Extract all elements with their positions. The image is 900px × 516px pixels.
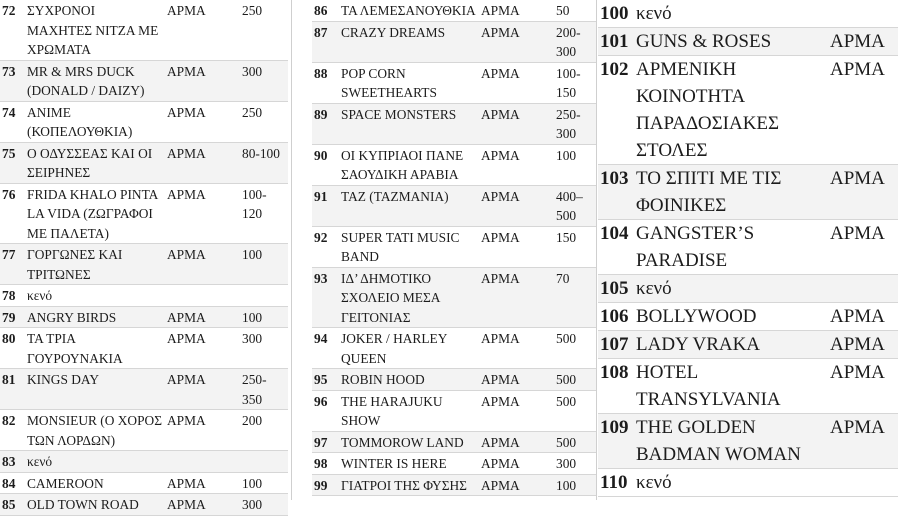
entry-name: ΟΙ ΚΥΠΡΙΑΟΙ ΠΑΝΕ ΣΑΟΥΔΙΚΗ ΑΡΑΒΙΑ: [341, 147, 464, 182]
entry-name: ΑΡΜΕΝΙΚΗ ΚΟΙΝΟΤΗΤΑ ΠΑΡΑΔΟΣΙΑΚΕΣ ΣΤΟΛΕΣ: [636, 59, 780, 161]
entry-number: 108: [600, 362, 629, 383]
entry-number: 76: [2, 186, 16, 202]
entry-number: 110: [600, 472, 628, 493]
entry-type: ΑΡΜΑ: [481, 434, 520, 450]
entry-number: 88: [314, 65, 328, 81]
entry-number: 93: [314, 270, 328, 286]
column-3: [598, 0, 900, 500]
entry-name: GANGSTER’S PARADISE: [636, 223, 755, 271]
entry-name: TAZ (TAZMANIA): [341, 188, 449, 204]
entry-name: JOKER / HARLEY QUEEN: [341, 331, 447, 366]
table-row: [312, 453, 596, 475]
entry-participants: 100-150: [556, 65, 581, 100]
table-row: [0, 142, 288, 183]
entry-number: 109: [600, 417, 629, 438]
entry-participants: 300: [242, 331, 263, 346]
entry-type: ΑΡΜΑ: [167, 331, 206, 346]
entry-name: LADY VRAKA: [636, 334, 761, 355]
entry-number: 101: [600, 31, 629, 52]
entry-type: ΑΡΜΑ: [167, 104, 206, 120]
entry-name: TOMMOROW LAND: [341, 434, 464, 450]
table-row: [598, 303, 898, 331]
entry-number: 80: [2, 331, 16, 346]
entry-name: GUNS & ROSES: [636, 31, 772, 52]
entry-participants: 100: [556, 477, 577, 493]
entry-participants: 50: [556, 3, 570, 18]
entry-participants: 500: [556, 372, 577, 387]
entry-name: ΤΑ ΤΡΙΑ ΓΟΥΡΟΥΝΑΚΙΑ: [27, 331, 123, 366]
entry-number: 86: [314, 3, 328, 18]
table-row: [598, 359, 898, 414]
entry-type: [828, 0, 898, 28]
entry-type: ΑΡΜΑ: [481, 106, 520, 122]
entry-type: ΑΡΜΑ: [167, 475, 206, 491]
entry-participants: 100: [242, 475, 263, 491]
table-row: [312, 431, 596, 453]
table-row: [598, 414, 898, 469]
entry-name: CRAZY DREAMS: [341, 24, 446, 40]
entry-name: WINTER IS HERE: [341, 456, 447, 471]
entry-type: [828, 469, 898, 497]
entry-type: ΑΡΜΑ: [167, 247, 206, 262]
entry-name: Ο ΟΔΥΣΣΕΑΣ ΚΑΙ ΟΙ ΣΕΙΡΗΝΕΣ: [27, 145, 153, 180]
entry-name: FRIDA KHALO PINTA LA VIDA (ΖΩΓΡΑΦΟΙ ΜΕ ΠΑΛΕΤΑ): [27, 186, 158, 241]
entry-name: THE HARAJUKU SHOW: [341, 393, 443, 428]
parade-table-2: [312, 0, 596, 496]
entry-participants: 500: [556, 331, 577, 346]
entry-name: ΤΟ ΣΠΙΤΙ ΜΕ ΤΙΣ ΦΟΙΝΙΚΕΣ: [636, 168, 782, 216]
entry-number: 81: [2, 372, 16, 387]
parade-table-1: [0, 0, 288, 516]
table-row: [598, 331, 898, 359]
table-row: [0, 369, 288, 410]
table-row: [312, 0, 596, 21]
entry-type: ΑΡΜΑ: [481, 188, 520, 204]
entry-participants: 400–500: [556, 188, 583, 223]
entry-number: 83: [2, 454, 16, 469]
entry-number: 74: [2, 104, 16, 120]
entry-type: ΑΡΜΑ: [167, 413, 206, 428]
entry-name: POP CORN SWEETHEARTS: [341, 65, 437, 100]
entry-participants: 100-120: [242, 186, 267, 221]
column-divider: [596, 0, 597, 500]
entry-number: 98: [314, 456, 328, 471]
entry-type: ΑΡΜΑ: [481, 372, 520, 387]
entry-type: ΑΡΜΑ: [830, 223, 885, 244]
table-row: [0, 285, 288, 307]
table-row: [312, 144, 596, 185]
entry-number: 99: [314, 477, 328, 493]
table-row: [312, 21, 596, 62]
entry-type: ΑΡΜΑ: [481, 147, 520, 163]
entry-number: 96: [314, 393, 328, 409]
entry-type: ΑΡΜΑ: [167, 63, 206, 79]
entry-type: ΑΡΜΑ: [481, 229, 520, 245]
entry-name: κενό: [636, 472, 672, 493]
entry-participants: 100: [556, 147, 577, 163]
entry-participants: 100: [242, 309, 263, 325]
entry-type: ΑΡΜΑ: [167, 145, 206, 161]
entry-type: ΑΡΜΑ: [481, 456, 520, 471]
table-row: [598, 469, 898, 497]
entry-type: ΑΡΜΑ: [481, 393, 520, 409]
table-row: [312, 226, 596, 267]
entry-name: κενό: [636, 3, 672, 24]
entry-participants: [240, 285, 288, 307]
table-row: [312, 103, 596, 144]
entry-type: ΑΡΜΑ: [830, 168, 885, 189]
entry-participants: 300: [242, 497, 263, 512]
entry-number: 79: [2, 309, 16, 325]
entry-number: 73: [2, 63, 16, 79]
table-row: [598, 0, 898, 28]
entry-number: 102: [600, 59, 629, 80]
entry-type: ΑΡΜΑ: [830, 417, 885, 438]
entry-number: 72: [2, 3, 16, 18]
entry-type: ΑΡΜΑ: [167, 186, 206, 202]
entry-number: 100: [600, 3, 629, 24]
entry-number: 85: [2, 497, 16, 512]
entry-type: ΑΡΜΑ: [481, 65, 520, 81]
entry-number: 90: [314, 147, 328, 163]
entry-participants: 100: [242, 247, 263, 262]
entry-number: 82: [2, 413, 16, 428]
table-row: [0, 451, 288, 473]
entry-participants: 200-300: [556, 24, 581, 59]
entry-number: 94: [314, 331, 328, 346]
entry-type: ΑΡΜΑ: [167, 497, 206, 512]
table-row: [598, 28, 898, 56]
entry-participants: 300: [242, 63, 263, 79]
entry-participants: 250: [242, 104, 263, 120]
table-row: [598, 275, 898, 303]
entry-type: ΑΡΜΑ: [167, 309, 206, 325]
entry-type: ΑΡΜΑ: [830, 334, 885, 355]
table-row: [312, 369, 596, 391]
entry-number: 106: [600, 306, 629, 327]
table-row: [0, 60, 288, 101]
table-row: [0, 244, 288, 285]
entry-number: 91: [314, 188, 328, 204]
table-row: [598, 56, 898, 165]
column-divider: [291, 0, 292, 500]
entry-number: 92: [314, 229, 328, 245]
entry-participants: 250: [242, 3, 263, 18]
entry-number: 78: [2, 288, 16, 303]
entry-type: [165, 451, 240, 473]
entry-name: MONSIEUR (Ο ΧΟΡΟΣ ΤΩΝ ΛΟΡΔΩΝ): [27, 413, 163, 448]
entry-participants: 500: [556, 434, 577, 450]
entry-type: ΑΡΜΑ: [481, 3, 520, 18]
entry-name: THE GOLDEN BADMAN WOMAN: [636, 417, 801, 465]
table-row: [0, 410, 288, 451]
column-2: [312, 0, 597, 500]
entry-participants: 80-100: [242, 145, 280, 161]
entry-name: ΤΑ ΛΕΜΕΣΑΝΟΥΘΚΙΑ: [341, 3, 476, 18]
table-row: [312, 390, 596, 431]
entry-participants: 70: [556, 270, 570, 286]
entry-number: 95: [314, 372, 328, 387]
entry-name: ΓΟΡΓΩΝΕΣ ΚΑΙ ΤΡΙΤΩΝΕΣ: [27, 247, 123, 282]
entry-number: 105: [600, 278, 629, 299]
entry-number: 97: [314, 434, 328, 450]
table-row: [598, 220, 898, 275]
table-row: [312, 474, 596, 496]
entry-name: HOTEL TRANSYLVANIA: [636, 362, 781, 410]
table-row: [312, 62, 596, 103]
entry-number: 107: [600, 334, 629, 355]
table-row: [0, 101, 288, 142]
entry-number: 77: [2, 247, 16, 262]
entry-name: κενό: [636, 278, 672, 299]
entry-participants: [240, 451, 288, 473]
entry-number: 104: [600, 223, 629, 244]
entry-name: ANGRY BIRDS: [27, 309, 117, 325]
table-row: [598, 165, 898, 220]
entry-name: ΣΥΧΡΟΝΟΙ ΜΑΧΗΤΕΣ ΝΙΤΖΑ ΜΕ ΧΡΩΜΑΤΑ: [27, 3, 159, 57]
entry-name: SPACE MONSTERS: [341, 106, 457, 122]
table-row: [312, 328, 596, 369]
entry-type: ΑΡΜΑ: [830, 362, 885, 383]
entry-type: ΑΡΜΑ: [167, 3, 206, 18]
entry-number: 87: [314, 24, 328, 40]
entry-number: 75: [2, 145, 16, 161]
table-row: [0, 0, 288, 60]
table-row: [312, 185, 596, 226]
entry-type: ΑΡΜΑ: [167, 372, 206, 387]
entry-participants: 300: [556, 456, 577, 471]
entry-type: ΑΡΜΑ: [481, 24, 520, 40]
entry-type: [828, 275, 898, 303]
entry-type: ΑΡΜΑ: [830, 306, 885, 327]
entry-name: κενό: [27, 288, 53, 303]
entry-participants: 500: [556, 393, 577, 409]
table-row: [0, 494, 288, 516]
entry-participants: 200: [242, 413, 263, 428]
entry-type: ΑΡΜΑ: [830, 59, 885, 80]
entry-name: ΙΔ’ ΔΗΜΟΤΙΚΟ ΣΧΟΛΕΙΟ ΜΕΣΑ ΓΕΙΤΟΝΙΑΣ: [341, 270, 440, 325]
table-row: [0, 328, 288, 369]
entry-name: κενό: [27, 454, 53, 469]
entry-type: ΑΡΜΑ: [830, 31, 885, 52]
entry-type: ΑΡΜΑ: [481, 270, 520, 286]
table-row: [312, 267, 596, 328]
entry-type: [165, 285, 240, 307]
entry-participants: 150: [556, 229, 577, 245]
entry-name: ΓΙΑΤΡΟΙ ΤΗΣ ΦΥΣΗΣ: [341, 477, 467, 493]
entry-name: ANIME (ΚΟΠΕΛΟΥΘΚΙΑ): [27, 104, 133, 139]
table-row: [0, 183, 288, 244]
entry-participants: 250-350: [242, 372, 267, 407]
entry-type: ΑΡΜΑ: [481, 331, 520, 346]
entry-name: OLD TOWN ROAD: [27, 497, 139, 512]
entry-name: CAMEROON: [27, 475, 104, 491]
entry-number: 84: [2, 475, 16, 491]
entry-name: SUPER TATI MUSIC BAND: [341, 229, 460, 264]
entry-name: BOLLYWOOD: [636, 306, 757, 327]
entry-number: 89: [314, 106, 328, 122]
table-row: [0, 306, 288, 328]
entry-type: ΑΡΜΑ: [481, 477, 520, 493]
table-row: [0, 472, 288, 494]
entry-participants: 250-300: [556, 106, 581, 141]
entry-name: ROBIN HOOD: [341, 372, 425, 387]
entry-number: 103: [600, 168, 629, 189]
column-1: [0, 0, 290, 512]
entry-name: KINGS DAY: [27, 372, 100, 387]
parade-table-3: [598, 0, 898, 497]
entry-name: MR & MRS DUCK (DONALD / DAIZY): [27, 63, 145, 98]
